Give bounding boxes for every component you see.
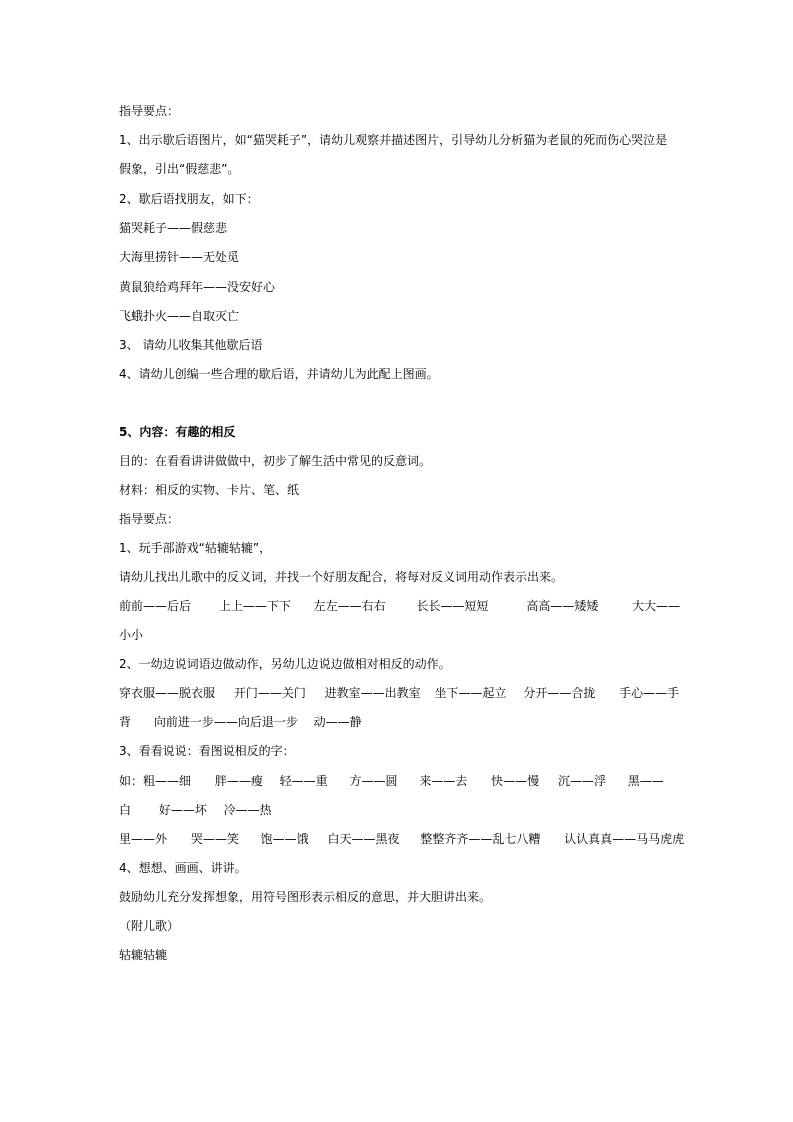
step-2: 2、一幼边说词语边做动作，另幼儿边说边做相对相反的动作。 bbox=[119, 657, 451, 671]
proverb-pair: 飞蛾扑火——自取灭亡 bbox=[119, 309, 240, 323]
step-4: 4、想想、画画、讲讲。 bbox=[119, 861, 247, 875]
word-pair: 胖——瘦 bbox=[214, 774, 263, 788]
word-pair: 快——慢 bbox=[491, 774, 540, 788]
word-pair: 黑—— bbox=[627, 774, 664, 788]
proverb-pair: 黄鼠狼给鸡拜年——没安好心 bbox=[119, 280, 276, 294]
word-pair: 白天——黑夜 bbox=[327, 832, 400, 846]
words-row-1 bbox=[119, 773, 679, 789]
purpose-text: 目的：在看看讲讲做做中，初步了解生活中常见的反意词。 bbox=[119, 454, 432, 468]
action-pair: 穿衣服——脱衣服 bbox=[119, 686, 216, 700]
word-pair: 来——去 bbox=[419, 774, 468, 788]
guide-heading-2: 指导要点： bbox=[119, 512, 180, 526]
action-pair: 分开——合拢 bbox=[523, 686, 596, 700]
actions-row-2 bbox=[119, 714, 679, 730]
word-pair: 哭——笑 bbox=[190, 832, 239, 846]
action-pair: 手心——手 bbox=[619, 686, 680, 700]
step-1: 1、玩手部游戏“轱辘轱辘”， bbox=[119, 541, 272, 555]
words-row-2 bbox=[119, 802, 679, 818]
actions-row-1 bbox=[119, 685, 679, 701]
word-pair: 冷——热 bbox=[223, 803, 272, 817]
guide-item-3: 3、 请幼儿收集其他歇后语 bbox=[119, 338, 263, 352]
action-pair: 动——静 bbox=[313, 715, 362, 729]
appendix-label: （附儿歌） bbox=[119, 919, 180, 933]
word-pair: 认认真真——马马虎虎 bbox=[564, 832, 685, 846]
opposites-row-1 bbox=[119, 598, 679, 614]
word-pair: 沉——浮 bbox=[557, 774, 606, 788]
step-3: 3、看看说说：看图说相反的字： bbox=[119, 744, 295, 758]
opposite-pair: 左左——右右 bbox=[313, 599, 386, 613]
word-pair: 里——外 bbox=[119, 832, 168, 846]
proverb-pair: 大海里捞针——无处觅 bbox=[119, 250, 240, 264]
guide-heading-1: 指导要点： bbox=[119, 104, 180, 118]
word-pair: 饱——饿 bbox=[260, 832, 309, 846]
action-pair: 背 bbox=[119, 715, 132, 729]
action-pair: 向前进一步——向后退一步 bbox=[153, 715, 298, 729]
opposites-row-1-cont: 小小 bbox=[119, 628, 144, 642]
word-pair: 白 bbox=[119, 803, 132, 817]
word-pair: 方——圆 bbox=[349, 774, 398, 788]
song-title: 轱辘轱辘 bbox=[119, 948, 168, 962]
action-pair: 进教室——出教室 bbox=[324, 686, 421, 700]
opposite-pair: 上上——下下 bbox=[218, 599, 291, 613]
word-pair: 如：粗——细 bbox=[119, 774, 192, 788]
step-1-desc: 请幼儿找出儿歌中的反义词，并找一个好朋友配合，将每对反义词用动作表示出来。 bbox=[119, 570, 564, 584]
proverb-pair: 猫哭耗子——假慈悲 bbox=[119, 221, 228, 235]
materials-text: 材料：相反的实物、卡片、笔、纸 bbox=[119, 483, 300, 497]
section-5-title: 5、内容：有趣的相反 bbox=[119, 425, 236, 439]
action-pair: 坐下——起立 bbox=[434, 686, 507, 700]
word-pair: 整整齐齐——乱七八糟 bbox=[420, 832, 541, 846]
guide-item-2: 2、歇后语找朋友，如下： bbox=[119, 192, 259, 206]
action-pair: 开门——关门 bbox=[233, 686, 306, 700]
step-4-desc: 鼓励幼儿充分发挥想象，用符号图形表示相反的意思，并大胆讲出来。 bbox=[119, 890, 492, 904]
word-pair: 轻——重 bbox=[279, 774, 328, 788]
opposite-pair: 长长——短短 bbox=[416, 599, 489, 613]
opposite-pair: 前前——后后 bbox=[119, 599, 192, 613]
words-row-3 bbox=[119, 831, 685, 847]
guide-item-4: 4、请幼儿创编一些合理的歇后语，并请幼儿为此配上图画。 bbox=[119, 367, 439, 381]
guide-item-1: 1、出示歇后语图片，如“猫哭耗子”，请幼儿观察并描述图片，引导幼儿分析猫为老鼠的死而伤心哭泣是假象，引出“假慈悲”。 bbox=[119, 133, 668, 176]
word-pair: 好——坏 bbox=[158, 803, 207, 817]
opposite-pair: 大大—— bbox=[632, 599, 681, 613]
opposite-pair: 高高——矮矮 bbox=[526, 599, 599, 613]
